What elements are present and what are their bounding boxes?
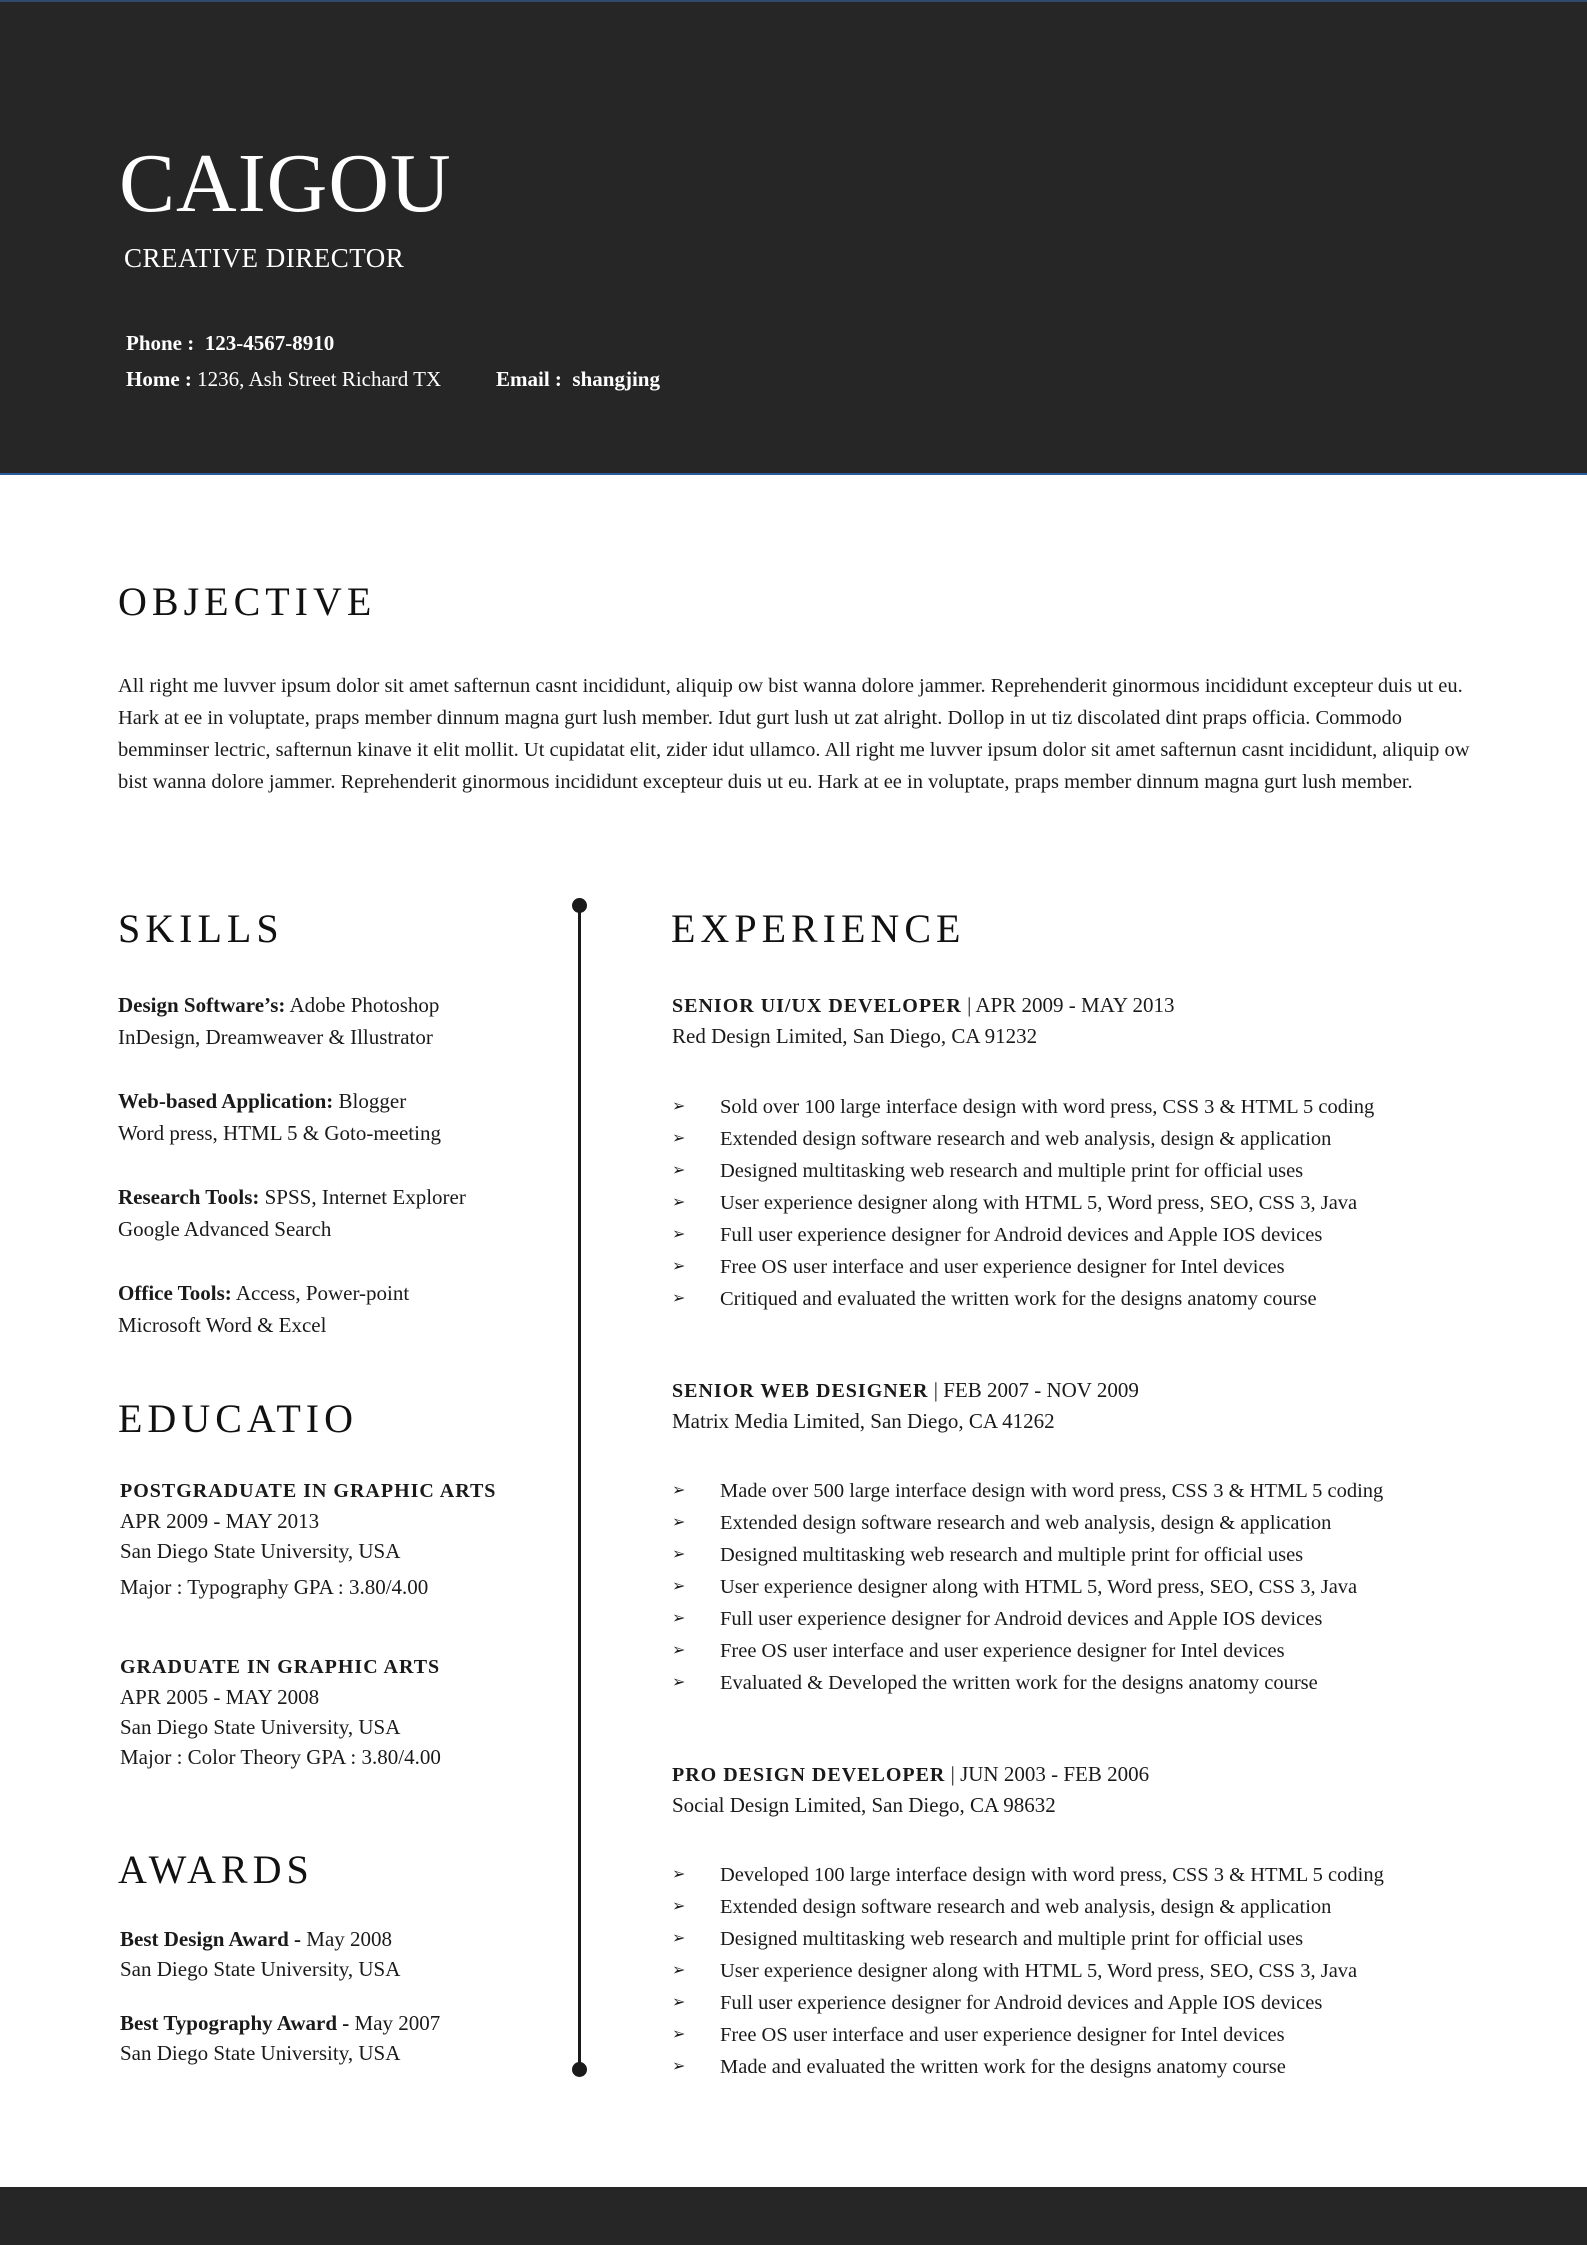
contact-email [496, 364, 660, 394]
arrowhead-bullet-icon: ➢ [672, 1162, 686, 1179]
list-item: ➢ Designed multitasking web research and multiple print for official uses [672, 1539, 1383, 1571]
home-label: Home : [126, 367, 192, 391]
job-header [672, 1759, 1149, 1820]
arrowhead-bullet-icon: ➢ [672, 1930, 686, 1947]
education-major: Major : Typography GPA : 3.80/4.00 [120, 1575, 429, 1599]
list-item: ➢ Full user experience designer for Android devices and Apple IOS devices [672, 1603, 1383, 1635]
divider-bottom-dot [572, 2062, 587, 2077]
list-item: ➢ Designed multitasking web research and multiple print for official uses [672, 1155, 1374, 1187]
awards-heading: AWARDS [118, 1847, 314, 1892]
arrowhead-bullet-icon: ➢ [672, 1898, 686, 1915]
job-bullets [672, 1091, 1374, 1315]
education-dates: APR 2005 - MAY 2008 [120, 1685, 320, 1709]
home-value: 1236, Ash Street Richard TX [197, 367, 442, 391]
column-divider [578, 906, 581, 2070]
list-item: ➢ Developed 100 large interface design with word press, CSS 3 & HTML 5 coding [672, 1859, 1384, 1891]
skill-value: Access, Power-point [231, 1281, 410, 1305]
award-name: Best Typography Award - [120, 2011, 350, 2035]
list-item: ➢ Made and evaluated the written work for the designs anatomy course [672, 2051, 1384, 2083]
arrowhead-bullet-icon: ➢ [672, 1482, 686, 1499]
list-item: ➢ Extended design software research and web analysis, design & application [672, 1891, 1384, 1923]
education-degree: POSTGRADUATE IN GRAPHIC ARTS [120, 1480, 497, 1502]
job-bullets [672, 1859, 1384, 2083]
skill-item [118, 1277, 409, 1341]
objective-heading: OBJECTIVE [118, 579, 377, 624]
list-item: ➢ Free OS user interface and user experience designer for Intel devices [672, 1635, 1383, 1667]
arrowhead-bullet-icon: ➢ [672, 1674, 686, 1691]
list-item: ➢ User experience designer along with HTML 5, Word press, SEO, CSS 3, Java [672, 1955, 1384, 1987]
education-item [120, 1651, 441, 1772]
job-dates: | FEB 2007 - NOV 2009 [928, 1378, 1139, 1402]
skill-item [118, 989, 439, 1053]
contact-phone [126, 328, 334, 358]
experience-heading: EXPERIENCE [671, 906, 966, 951]
education-school: San Diego State University, USA [120, 1539, 401, 1563]
objective-text: All right me luvver ipsum dolor sit amet safternun casnt incididunt, aliquip ow bist wanna dolore jammer. Reprehenderit ginormous incididunt excepteur duis ut eu. Hark at ee in voluptate, praps member dinnum magna gurt lush member. Idut gurt lush ut zat alright. Dollop in ut tiz discolated dint praps officia. Commodo bemminser lectric, safternun kinave it elit mollit. Ut cupidatat elit, zider idut ullamco. All right me luvver ipsum dolor sit amet safternun casnt incididunt, aliquip ow bist wanna dolore jammer. Reprehenderit ginormous incididunt excepteur duis ut eu. Hark at ee in voluptate, praps member dinnum magna gurt lush member. [118, 675, 1470, 793]
phone-label: Phone : [126, 331, 195, 355]
list-item: ➢ Made over 500 large interface design with word press, CSS 3 & HTML 5 coding [672, 1475, 1383, 1507]
education-major: Major : Color Theory GPA : 3.80/4.00 [120, 1745, 441, 1769]
job-title: CREATIVE DIRECTOR [124, 243, 405, 273]
award-org: San Diego State University, USA [120, 1957, 401, 1981]
arrowhead-bullet-icon: ➢ [672, 1610, 686, 1627]
arrowhead-bullet-icon: ➢ [672, 1258, 686, 1275]
list-item: ➢ Free OS user interface and user experience designer for Intel devices [672, 1251, 1374, 1283]
job-role: SENIOR UI/UX DEVELOPER [672, 995, 962, 1017]
job-company: Social Design Limited, San Diego, CA 98632 [672, 1793, 1056, 1817]
skill-value-line2: Microsoft Word & Excel [118, 1313, 327, 1337]
skill-value-line2: Word press, HTML 5 & Goto-meeting [118, 1121, 441, 1145]
candidate-name: CAIGOU [119, 137, 452, 230]
job-header [672, 990, 1175, 1051]
list-item: ➢ Sold over 100 large interface design with word press, CSS 3 & HTML 5 coding [672, 1091, 1374, 1123]
education-dates: APR 2009 - MAY 2013 [120, 1509, 320, 1533]
list-item: ➢ User experience designer along with HTML 5, Word press, SEO, CSS 3, Java [672, 1571, 1383, 1603]
arrowhead-bullet-icon: ➢ [672, 1578, 686, 1595]
footer-bar [0, 2187, 1587, 2245]
phone-value: 123-4567-8910 [204, 331, 335, 355]
arrowhead-bullet-icon: ➢ [672, 1514, 686, 1531]
list-item: ➢ Free OS user interface and user experience designer for Intel devices [672, 2019, 1384, 2051]
education-degree: GRADUATE IN GRAPHIC ARTS [120, 1656, 441, 1678]
education-item [120, 1475, 496, 1602]
award-item [120, 1924, 400, 1984]
arrowhead-bullet-icon: ➢ [672, 1866, 686, 1883]
skill-item [118, 1181, 466, 1245]
job-role: SENIOR WEB DESIGNER [672, 1380, 929, 1402]
arrowhead-bullet-icon: ➢ [672, 1546, 686, 1563]
list-item: ➢ User experience designer along with HTML 5, Word press, SEO, CSS 3, Java [672, 1187, 1374, 1219]
skill-value-line2: Google Advanced Search [118, 1217, 332, 1241]
arrowhead-bullet-icon: ➢ [672, 1642, 686, 1659]
arrowhead-bullet-icon: ➢ [672, 1130, 686, 1147]
education-heading: EDUCATIO [118, 1396, 358, 1441]
list-item: ➢ Extended design software research and web analysis, design & application [672, 1507, 1383, 1539]
award-date: May 2008 [301, 1927, 393, 1951]
list-item: ➢ Full user experience designer for Android devices and Apple IOS devices [672, 1987, 1384, 2019]
arrowhead-bullet-icon: ➢ [672, 1962, 686, 1979]
list-item: ➢ Extended design software research and web analysis, design & application [672, 1123, 1374, 1155]
skill-label: Web-based Application: [118, 1089, 334, 1113]
job-role: PRO DESIGN DEVELOPER [672, 1764, 946, 1786]
list-item: ➢ Designed multitasking web research and multiple print for official uses [672, 1923, 1384, 1955]
skill-item [118, 1085, 441, 1149]
arrowhead-bullet-icon: ➢ [672, 1994, 686, 2011]
skill-label: Research Tools: [118, 1185, 260, 1209]
arrowhead-bullet-icon: ➢ [672, 2026, 686, 2043]
list-item: ➢ Evaluated & Developed the written work for the designs anatomy course [672, 1667, 1383, 1699]
arrowhead-bullet-icon: ➢ [672, 2058, 686, 2075]
skill-label: Design Software’s: [118, 993, 286, 1017]
award-date: May 2007 [349, 2011, 441, 2035]
arrowhead-bullet-icon: ➢ [672, 1226, 686, 1243]
award-name: Best Design Award - [120, 1927, 302, 1951]
contact-home [126, 364, 441, 394]
job-dates: | JUN 2003 - FEB 2006 [945, 1762, 1150, 1786]
job-dates: | APR 2009 - MAY 2013 [961, 993, 1175, 1017]
email-value: shangjing [572, 367, 660, 391]
email-label: Email : [496, 367, 562, 391]
header-banner [0, 0, 1587, 475]
arrowhead-bullet-icon: ➢ [672, 1290, 686, 1307]
list-item: ➢ Full user experience designer for Android devices and Apple IOS devices [672, 1219, 1374, 1251]
job-bullets [672, 1475, 1383, 1699]
job-company: Matrix Media Limited, San Diego, CA 41262 [672, 1409, 1055, 1433]
list-item: ➢ Critiqued and evaluated the written work for the designs anatomy course [672, 1283, 1374, 1315]
job-header [672, 1375, 1139, 1436]
skill-value: Blogger [333, 1089, 407, 1113]
skill-value-line2: InDesign, Dreamweaver & Illustrator [118, 1025, 433, 1049]
award-org: San Diego State University, USA [120, 2041, 401, 2065]
skill-label: Office Tools: [118, 1281, 232, 1305]
arrowhead-bullet-icon: ➢ [672, 1194, 686, 1211]
arrowhead-bullet-icon: ➢ [672, 1098, 686, 1115]
skills-heading: SKILLS [118, 906, 284, 951]
skill-value: SPSS, Internet Explorer [259, 1185, 466, 1209]
award-item [120, 2008, 440, 2068]
job-company: Red Design Limited, San Diego, CA 91232 [672, 1024, 1038, 1048]
skill-value: Adobe Photoshop [285, 993, 440, 1017]
education-school: San Diego State University, USA [120, 1715, 401, 1739]
